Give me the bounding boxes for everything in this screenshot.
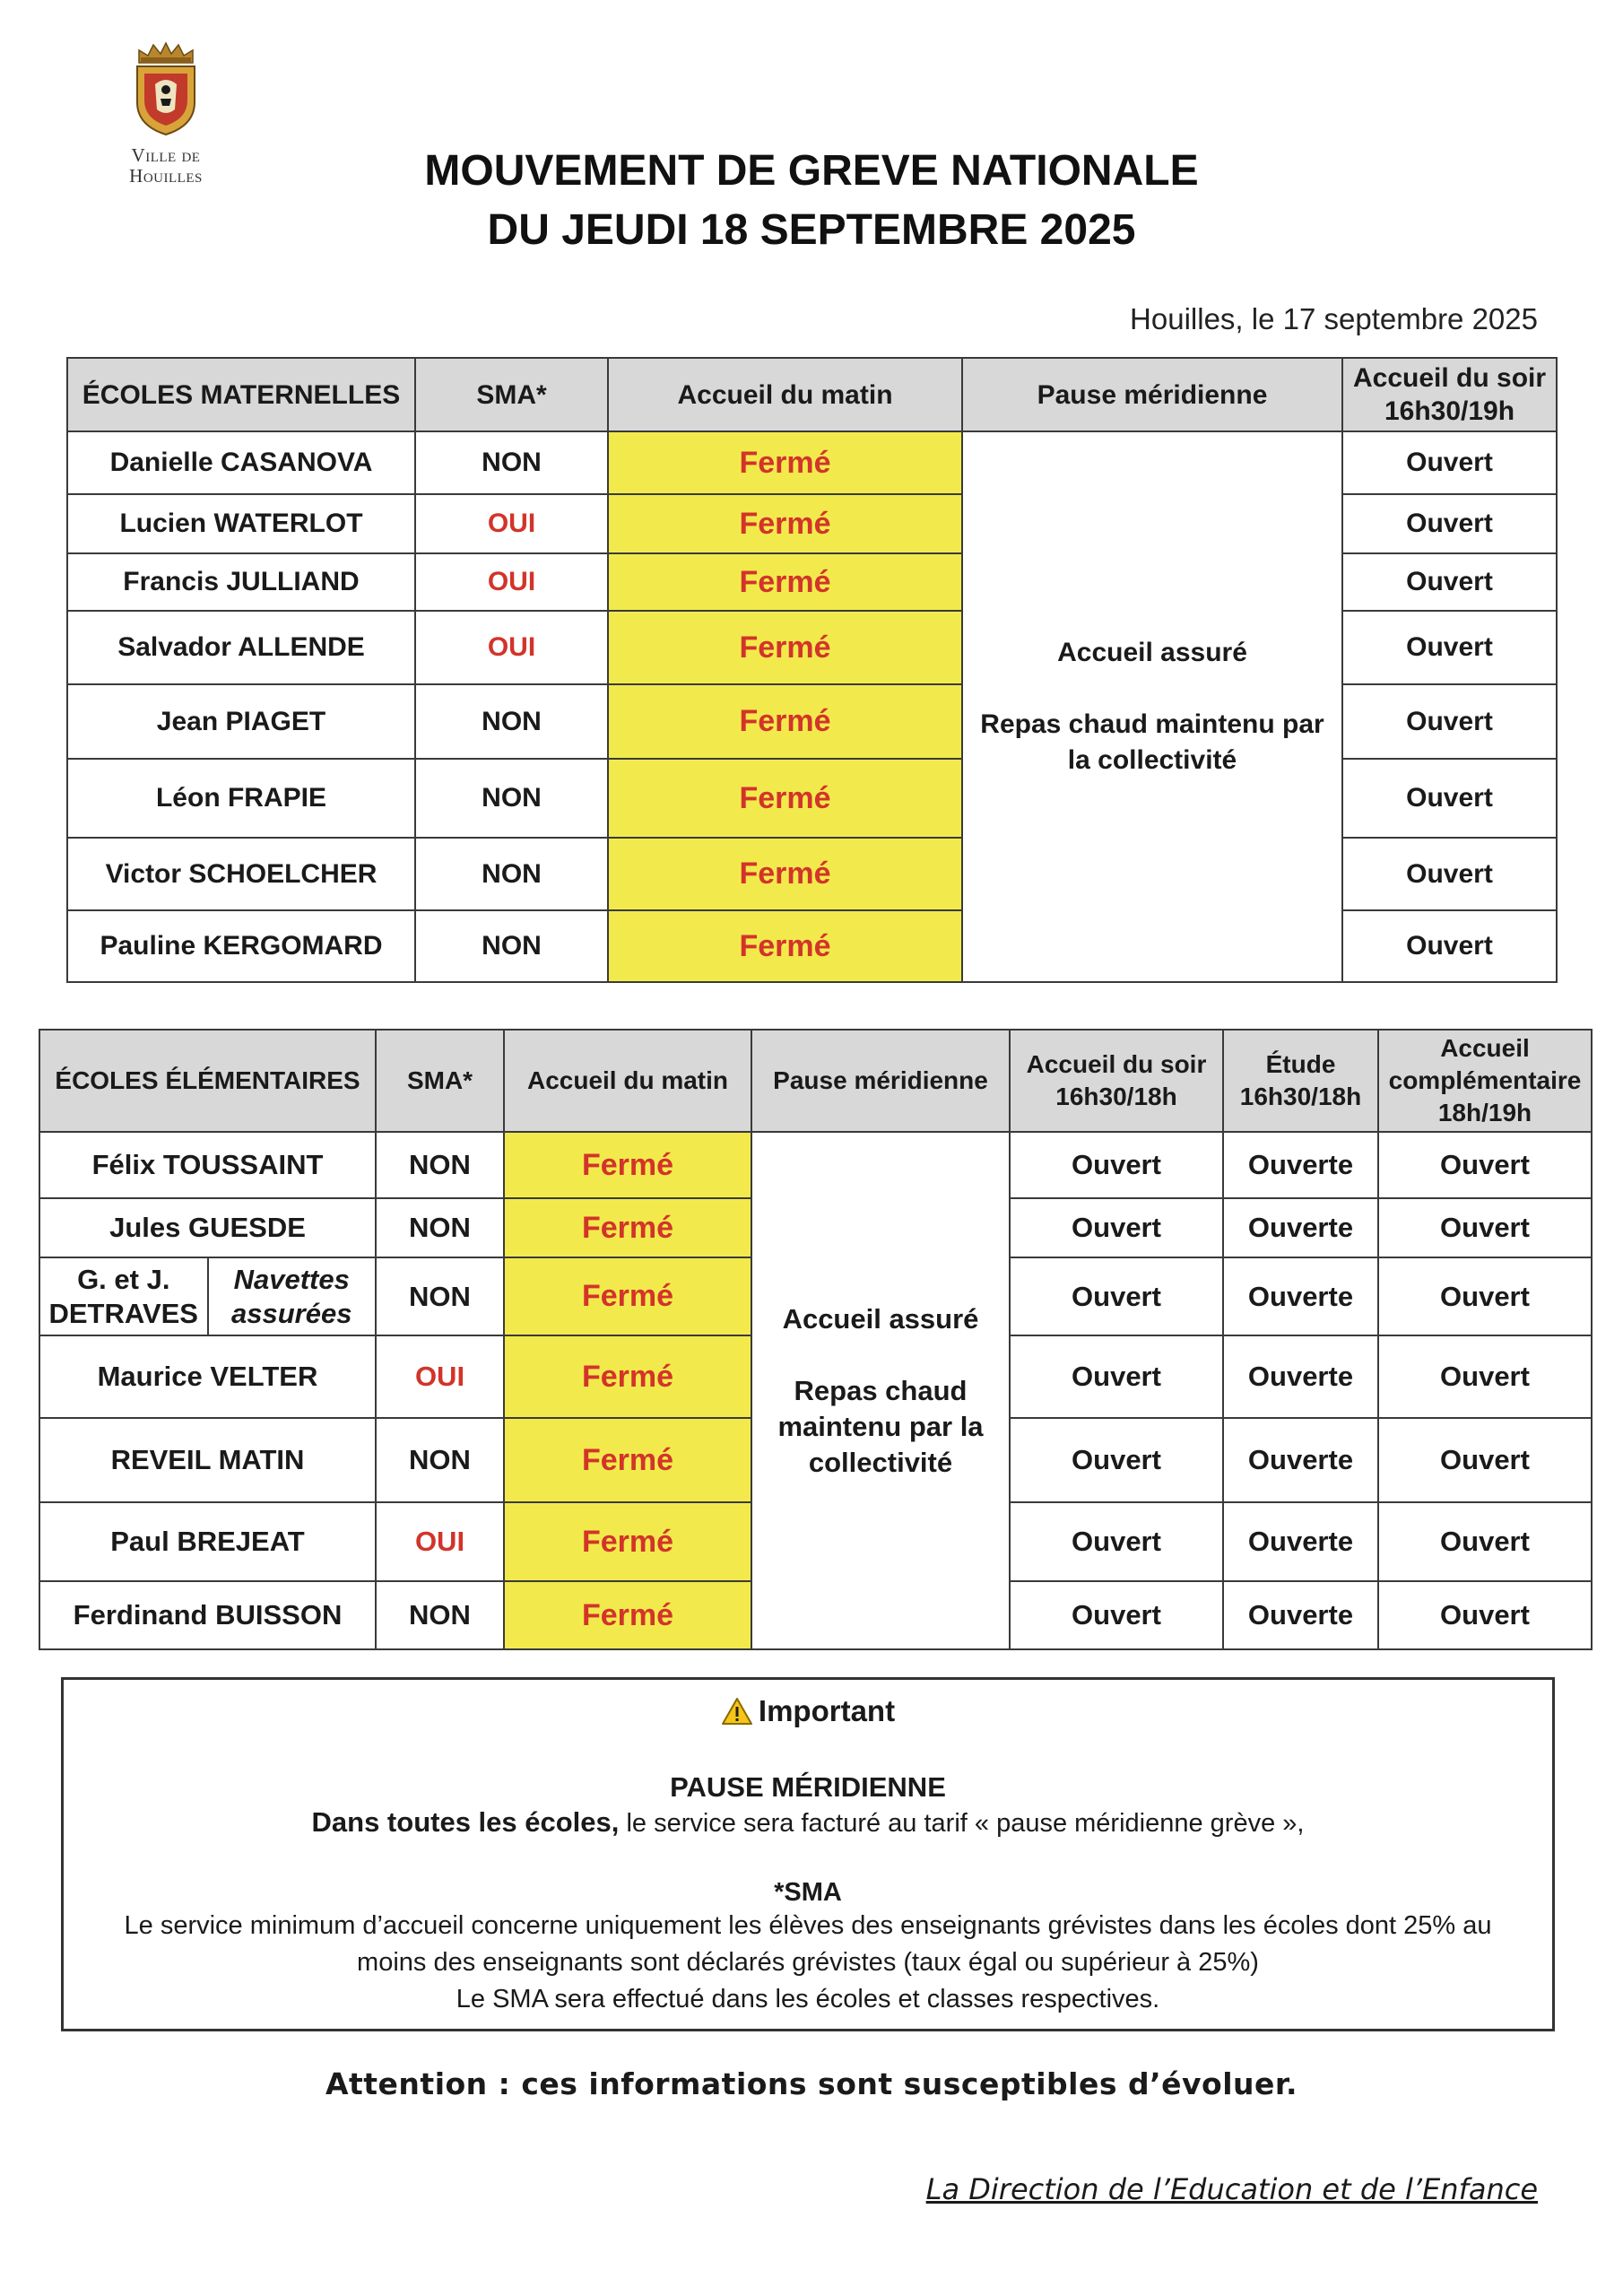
- elementaires-table: [39, 1029, 1593, 1650]
- sma-value: OUI: [415, 494, 608, 553]
- school-name: Lucien WATERLOT: [67, 494, 415, 553]
- soir-status: Ouvert: [1010, 1335, 1223, 1418]
- complementaire-status: Ouvert: [1378, 1502, 1592, 1581]
- etude-status: Ouverte: [1223, 1502, 1378, 1581]
- shuttle-note: Navettes assurées: [231, 1263, 352, 1329]
- etude-status: Ouverte: [1223, 1257, 1378, 1335]
- complementaire-status: Ouvert: [1378, 1132, 1592, 1198]
- sma-value: NON: [415, 759, 608, 838]
- soir-status: Ouvert: [1342, 431, 1557, 494]
- header-sma: SMA*: [376, 1030, 504, 1132]
- matin-status: Fermé: [504, 1581, 751, 1649]
- header-comp-line-1: Accueil: [1440, 1034, 1530, 1062]
- header-comp-line-3: 18h/19h: [1437, 1099, 1532, 1126]
- signature: La Direction de l’Education et de l’Enfance: [925, 2172, 1538, 2206]
- soir-status: Ouvert: [1010, 1502, 1223, 1581]
- pause-meridienne-title: PAUSE MÉRIDIENNE: [670, 1771, 946, 1803]
- pause-bold-text: Dans toutes les écoles,: [311, 1806, 620, 1838]
- header-complementaire: [1378, 1030, 1592, 1132]
- header-etude-line-2: 16h30/18h: [1239, 1083, 1362, 1110]
- soir-status: Ouvert: [1342, 838, 1557, 910]
- school-name: Pauline KERGOMARD: [67, 910, 415, 982]
- complementaire-status: Ouvert: [1378, 1335, 1592, 1418]
- sma-value: OUI: [415, 553, 608, 611]
- title-line-2: DU JEUDI 18 SEPTEMBRE 2025: [487, 206, 1136, 254]
- header-soir-line-1: Accueil du soir: [1352, 363, 1547, 393]
- sma-value: OUI: [415, 611, 608, 684]
- pause-line-1: Accueil assuré: [1057, 638, 1247, 667]
- sma-value: OUI: [376, 1502, 504, 1581]
- header-ecoles: ÉCOLES ÉLÉMENTAIRES: [39, 1030, 376, 1132]
- pause-meridienne-merged: [962, 431, 1342, 982]
- soir-status: Ouvert: [1342, 553, 1557, 611]
- header-soir: [1010, 1030, 1223, 1132]
- school-name: Félix TOUSSAINT: [39, 1132, 376, 1198]
- matin-status: Fermé: [504, 1257, 751, 1335]
- maternelles-table: [66, 357, 1558, 983]
- matin-status: Fermé: [608, 838, 962, 910]
- school-name: Victor SCHOELCHER: [67, 838, 415, 910]
- pause-regular-text: le service sera facturé au tarif « pause méridienne grève »,: [619, 1809, 1305, 1838]
- logo-line-1: Ville de: [131, 144, 201, 166]
- school-name: Ferdinand BUISSON: [39, 1581, 376, 1649]
- matin-status: Fermé: [608, 684, 962, 759]
- pause-meridienne-merged: [751, 1132, 1010, 1649]
- warning-icon: [721, 1697, 753, 1726]
- school-name-split: [39, 1257, 376, 1335]
- header-pause: Pause méridienne: [751, 1030, 1010, 1132]
- table-row: [39, 1132, 1592, 1198]
- soir-status: Ouvert: [1342, 611, 1557, 684]
- complementaire-status: Ouvert: [1378, 1198, 1592, 1257]
- important-heading: [64, 1694, 1552, 1728]
- etude-status: Ouverte: [1223, 1132, 1378, 1198]
- header-sma: SMA*: [415, 358, 608, 431]
- matin-status: Fermé: [608, 611, 962, 684]
- pause-line-1: Accueil assuré: [782, 1302, 979, 1335]
- table-header-row: [67, 358, 1557, 431]
- pause-line-2: Repas chaud maintenu par: [980, 709, 1324, 739]
- matin-status: Fermé: [608, 759, 962, 838]
- school-name: Salvador ALLENDE: [67, 611, 415, 684]
- sma-value: OUI: [376, 1335, 504, 1418]
- soir-status: Ouvert: [1342, 684, 1557, 759]
- sma-value: NON: [415, 910, 608, 982]
- header-pause: Pause méridienne: [962, 358, 1342, 431]
- sma-title: *SMA: [774, 1878, 842, 1907]
- etude-status: Ouverte: [1223, 1198, 1378, 1257]
- sma-value: NON: [415, 431, 608, 494]
- soir-status: Ouvert: [1010, 1132, 1223, 1198]
- pause-line-3: maintenu par la: [777, 1410, 984, 1442]
- sma-value: NON: [376, 1198, 504, 1257]
- coat-of-arms-icon: [130, 39, 202, 138]
- soir-status: Ouvert: [1010, 1198, 1223, 1257]
- sma-value: NON: [376, 1257, 504, 1335]
- complementaire-status: Ouvert: [1378, 1257, 1592, 1335]
- matin-status: Fermé: [608, 431, 962, 494]
- soir-status: Ouvert: [1010, 1581, 1223, 1649]
- pause-line-4: collectivité: [808, 1446, 953, 1478]
- header-comp-line-2: complémentaire: [1388, 1066, 1582, 1094]
- soir-status: Ouvert: [1342, 910, 1557, 982]
- pause-meridienne-text: [64, 1804, 1552, 1842]
- school-name: Francis JULLIAND: [67, 553, 415, 611]
- important-label: Important: [758, 1694, 896, 1727]
- title-line-1: MOUVEMENT DE GREVE NATIONALE: [424, 147, 1199, 195]
- etude-status: Ouverte: [1223, 1581, 1378, 1649]
- header-soir: [1342, 358, 1557, 431]
- header-etude: [1223, 1030, 1378, 1132]
- pause-line-2: Repas chaud: [794, 1374, 968, 1406]
- matin-status: Fermé: [504, 1335, 751, 1418]
- matin-status: Fermé: [608, 553, 962, 611]
- document-date: Houilles, le 17 septembre 2025: [1130, 302, 1538, 335]
- complementaire-status: Ouvert: [1378, 1581, 1592, 1649]
- matin-status: Fermé: [504, 1198, 751, 1257]
- school-name: Maurice VELTER: [39, 1335, 376, 1418]
- sma-line-2: moins des enseignants sont déclarés grévistes (taux égal ou supérieur à 25%): [357, 1948, 1259, 1977]
- header-soir-line-2: 16h30/18h: [1055, 1083, 1177, 1110]
- matin-status: Fermé: [504, 1418, 751, 1502]
- header-ecoles: ÉCOLES MATERNELLES: [67, 358, 415, 431]
- school-name: G. et J. DETRAVES: [40, 1258, 209, 1335]
- school-name: Jean PIAGET: [67, 684, 415, 759]
- important-notice-box: [61, 1677, 1555, 2031]
- header-etude-line-1: Étude: [1265, 1050, 1336, 1078]
- sma-line-3: Le SMA sera effectué dans les écoles et classes respectives.: [456, 1985, 1160, 2013]
- table-row: [67, 431, 1557, 494]
- soir-status: Ouvert: [1342, 494, 1557, 553]
- header-matin: Accueil du matin: [608, 358, 962, 431]
- matin-status: Fermé: [608, 910, 962, 982]
- header-matin: Accueil du matin: [504, 1030, 751, 1132]
- school-name: Léon FRAPIE: [67, 759, 415, 838]
- school-name: Paul BREJEAT: [39, 1502, 376, 1581]
- sma-value: NON: [376, 1132, 504, 1198]
- school-name: Danielle CASANOVA: [67, 431, 415, 494]
- etude-status: Ouverte: [1223, 1418, 1378, 1502]
- sma-value: NON: [415, 684, 608, 759]
- sma-value: NON: [415, 838, 608, 910]
- logo-line-2: Houilles: [129, 165, 203, 187]
- page-title: [0, 142, 1623, 260]
- matin-status: Fermé: [504, 1502, 751, 1581]
- matin-status: Fermé: [504, 1132, 751, 1198]
- attention-note: Attention : ces informations sont susceptibles d’évoluer.: [325, 2066, 1298, 2101]
- sma-value: NON: [376, 1418, 504, 1502]
- school-name: REVEIL MATIN: [39, 1418, 376, 1502]
- sma-value: NON: [376, 1581, 504, 1649]
- header-soir-line-2: 16h30/19h: [1384, 396, 1515, 426]
- sma-line-1: Le service minimum d’accueil concerne uniquement les élèves des enseignants grévistes dans les écoles dont 25% au: [124, 1911, 1492, 1940]
- school-name: Jules GUESDE: [39, 1198, 376, 1257]
- soir-status: Ouvert: [1010, 1418, 1223, 1502]
- table-header-row: [39, 1030, 1592, 1132]
- soir-status: Ouvert: [1342, 759, 1557, 838]
- etude-status: Ouverte: [1223, 1335, 1378, 1418]
- soir-status: Ouvert: [1010, 1257, 1223, 1335]
- complementaire-status: Ouvert: [1378, 1418, 1592, 1502]
- matin-status: Fermé: [608, 494, 962, 553]
- pause-line-3: la collectivité: [1067, 745, 1237, 775]
- header-soir-line-1: Accueil du soir: [1026, 1050, 1207, 1078]
